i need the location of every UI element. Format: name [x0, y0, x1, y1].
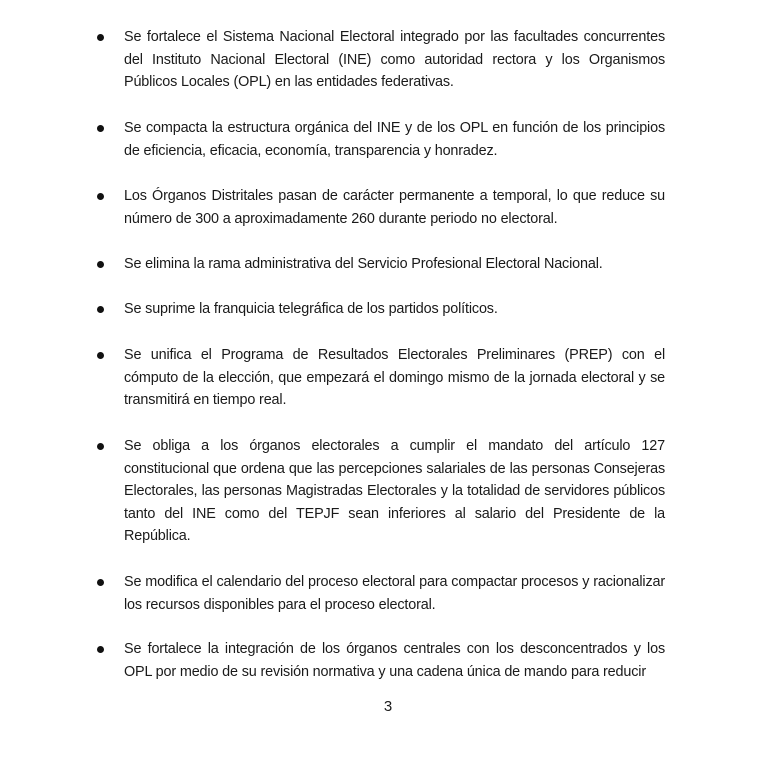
bullet-text: Se unifica el Programa de Resultados Electorales Preliminares (PREP) con el cómputo de la elección, que empezará el domingo mismo de la jornada electoral y se transmitirá en tiempo real.	[124, 347, 665, 408]
bullet-dot-icon	[97, 443, 104, 450]
bullet-text: Se obliga a los órganos electorales a cumplir el mandato del artículo 127 constitucional que ordena que las percepciones salariales de las personas Consejeras Electorales, las personas Magistradas Electorales y la totalidad de servidores públicos tanto del INE como del TEPJF sean inferiores al salario del Presidente de la República.	[124, 438, 665, 544]
bullet-dot-icon	[97, 306, 104, 313]
bullet-text: Se suprime la franquicia telegráfica de los partidos políticos.	[124, 301, 498, 317]
bullet-item	[124, 638, 665, 683]
page-number: 3	[383, 698, 393, 715]
bullet-text: Se elimina la rama administrativa del Servicio Profesional Electoral Nacional.	[124, 256, 603, 272]
bullet-dot-icon	[97, 352, 104, 359]
bullet-dot-icon	[97, 646, 104, 653]
bullet-text: Los Órganos Distritales pasan de carácter permanente a temporal, lo que reduce su número de 300 a aproximadamente 260 durante periodo no electoral.	[124, 188, 665, 227]
bullet-item	[124, 571, 665, 616]
bullet-dot-icon	[97, 34, 104, 41]
bullet-item	[124, 117, 665, 162]
bullet-item	[124, 435, 665, 548]
bullet-item	[124, 185, 665, 230]
bullet-text: Se fortalece la integración de los órganos centrales con los desconcentrados y los OPL por medio de su revisión normativa y una cadena única de mando para reducir	[124, 641, 665, 680]
bullet-text: Se fortalece el Sistema Nacional Electoral integrado por las facultades concurrentes del Instituto Nacional Electoral (INE) como autoridad rectora y los Organismos Públicos Locales (OPL) en las entidades federativas.	[124, 29, 665, 90]
bullet-dot-icon	[97, 193, 104, 200]
bullet-text: Se modifica el calendario del proceso electoral para compactar procesos y racionalizar los recursos disponibles para el proceso electoral.	[124, 574, 665, 613]
bullet-item	[124, 253, 665, 276]
bullet-dot-icon	[97, 261, 104, 268]
bullet-item	[124, 298, 665, 321]
bullet-item	[124, 344, 665, 412]
bullet-item	[124, 26, 665, 94]
bullet-dot-icon	[97, 125, 104, 132]
bullet-text: Se compacta la estructura orgánica del INE y de los OPL en función de los principios de eficiencia, eficacia, economía, transparencia y honradez.	[124, 120, 665, 159]
bullet-dot-icon	[97, 579, 104, 586]
